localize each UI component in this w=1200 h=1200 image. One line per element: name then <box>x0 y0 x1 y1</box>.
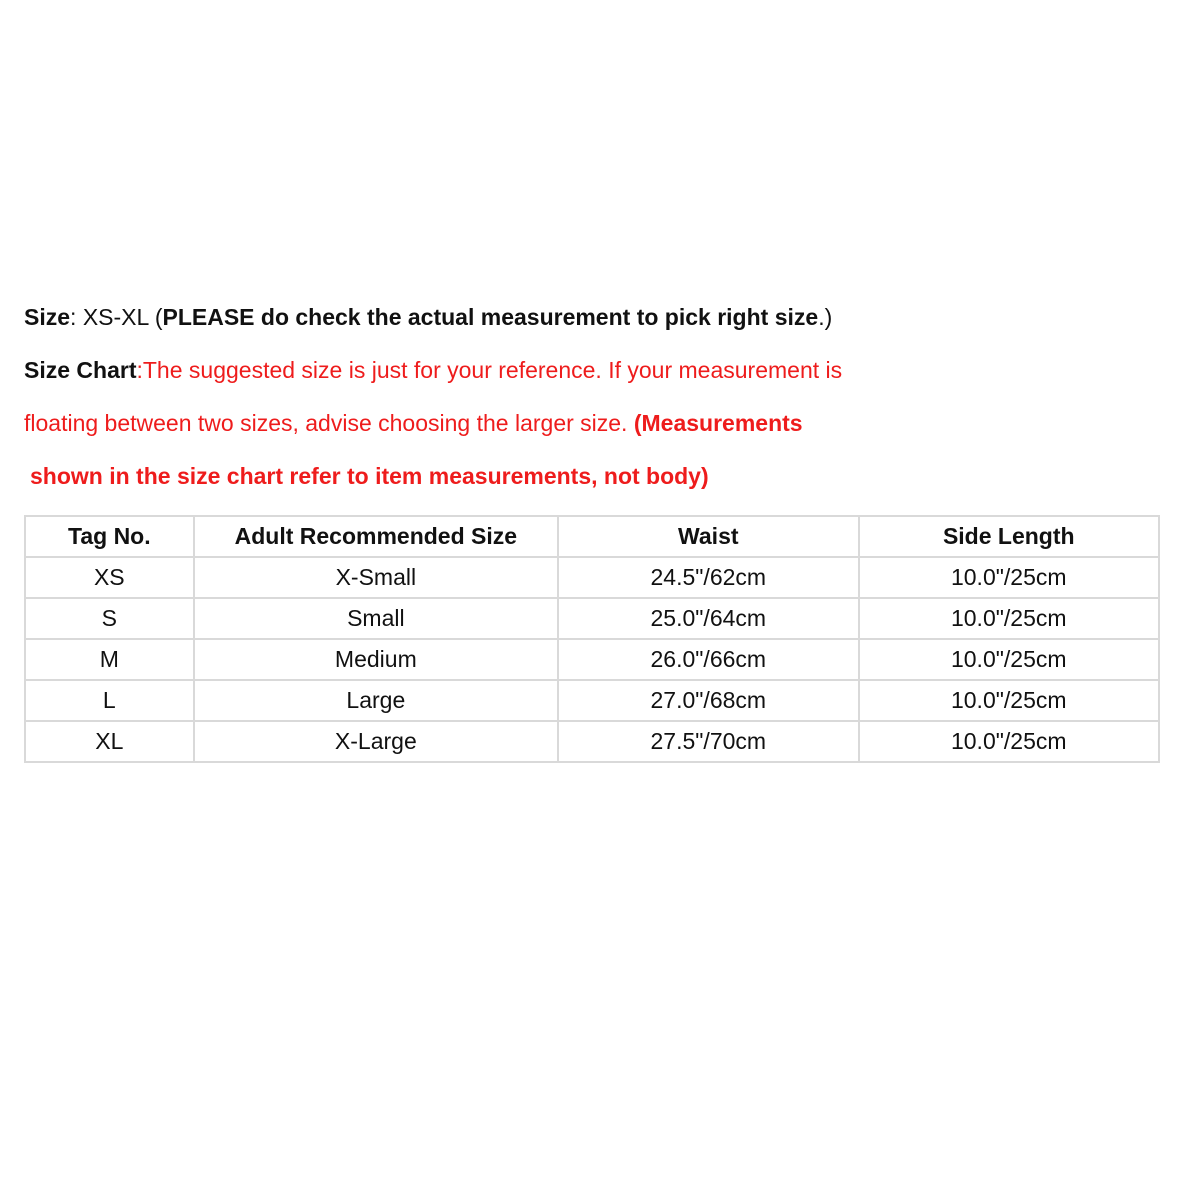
size-chart-line-2 <box>24 412 803 435</box>
side-length-cell: 10.0"/25cm <box>859 557 1159 598</box>
size-cell: Medium <box>194 639 558 680</box>
measurement-note-start: (Measurements <box>633 410 803 436</box>
side-length-cell: 10.0"/25cm <box>859 639 1159 680</box>
size-chart-note-1: The suggested size is just for your reference. If your measurement is <box>142 357 843 383</box>
header-waist: Waist <box>558 516 858 557</box>
tag-cell: M <box>25 639 194 680</box>
tag-cell: L <box>25 680 194 721</box>
table-row <box>25 557 1159 598</box>
size-range: XS-XL ( <box>82 304 163 330</box>
table-row <box>25 639 1159 680</box>
table-row <box>25 598 1159 639</box>
measurement-note-end: shown in the size chart refer to item measurements, not body) <box>30 463 709 489</box>
table-header-row <box>25 516 1159 557</box>
size-note-close: .) <box>818 304 833 330</box>
tag-cell: XL <box>25 721 194 762</box>
size-cell: Large <box>194 680 558 721</box>
waist-cell: 26.0"/66cm <box>558 639 858 680</box>
header-side-length: Side Length <box>859 516 1159 557</box>
size-cell: Small <box>194 598 558 639</box>
size-cell: X-Large <box>194 721 558 762</box>
size-colon: : <box>70 304 83 330</box>
waist-cell: 24.5"/62cm <box>558 557 858 598</box>
size-chart-line-1 <box>24 359 842 382</box>
size-range-line <box>24 306 832 329</box>
waist-cell: 27.0"/68cm <box>558 680 858 721</box>
table-row <box>25 721 1159 762</box>
waist-cell: 25.0"/64cm <box>558 598 858 639</box>
side-length-cell: 10.0"/25cm <box>859 680 1159 721</box>
size-cell: X-Small <box>194 557 558 598</box>
table-row <box>25 680 1159 721</box>
size-chart-line-3 <box>30 465 709 488</box>
size-chart-label: Size Chart <box>24 357 137 383</box>
tag-cell: S <box>25 598 194 639</box>
tag-cell: XS <box>25 557 194 598</box>
size-chart-note-2: floating between two sizes, advise choosing the larger size. <box>24 410 634 436</box>
waist-cell: 27.5"/70cm <box>558 721 858 762</box>
size-label: Size <box>24 304 71 330</box>
size-chart-colon: : <box>136 357 143 383</box>
side-length-cell: 10.0"/25cm <box>859 721 1159 762</box>
size-table <box>24 515 1160 763</box>
size-check-note: PLEASE do check the actual measurement to pick right size <box>162 304 819 330</box>
header-recommended-size: Adult Recommended Size <box>194 516 558 557</box>
header-tag-no: Tag No. <box>25 516 194 557</box>
side-length-cell: 10.0"/25cm <box>859 598 1159 639</box>
